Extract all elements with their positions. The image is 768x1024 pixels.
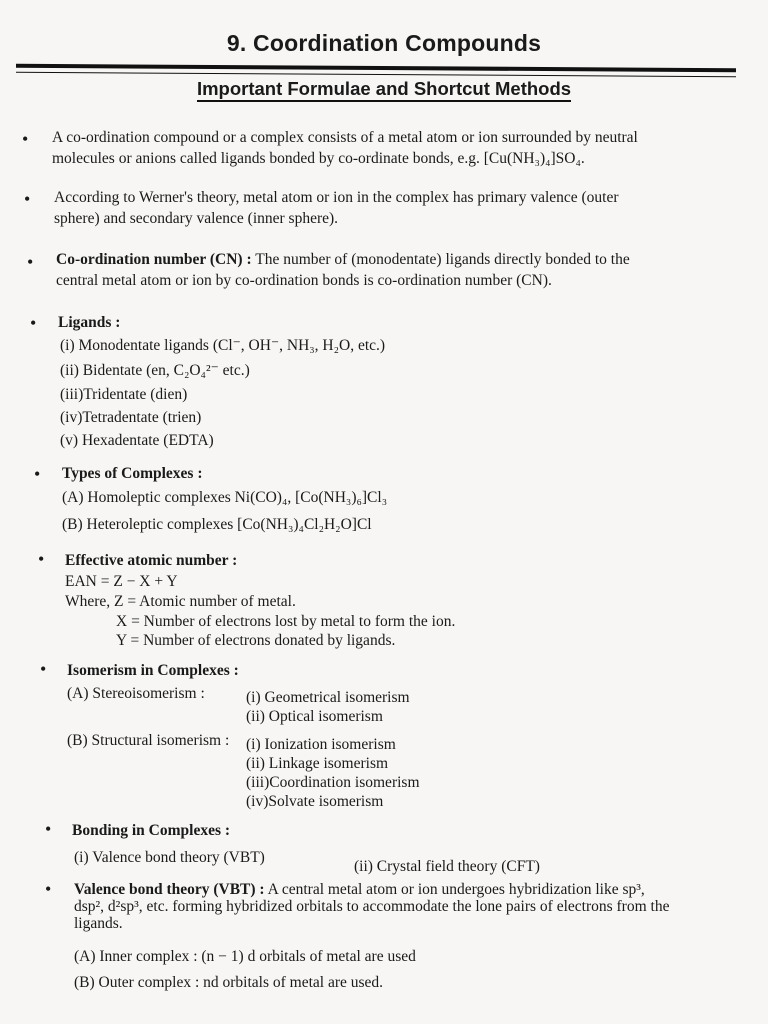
bullet-dot: •	[34, 464, 41, 484]
bonding-cft: (ii) Crystal field theory (CFT)	[354, 858, 540, 875]
bullet-dot: •	[24, 189, 31, 209]
ean-x-definition: X = Number of electrons lost by metal to form the ion.	[116, 613, 456, 630]
paragraph-vbt	[74, 881, 669, 932]
title-rule-thick	[16, 64, 736, 72]
vbt-line1: A central metal atom or ion undergoes hybridization like sp³,	[264, 881, 645, 898]
struct-item: (iv)Solvate isomerism	[246, 793, 384, 810]
vbt-line3: ligands.	[74, 915, 123, 932]
stereo-item: (ii) Optical isomerism	[246, 708, 383, 725]
bonding-vbt: (i) Valence bond theory (VBT)	[74, 849, 265, 866]
ligand-item: (i) Monodentate ligands (Cl⁻, OH⁻, NH₃, H₂O, etc.)	[60, 337, 386, 354]
struct-item: (ii) Linkage isomerism	[246, 755, 389, 772]
cn-heading: Co-ordination number (CN) :	[56, 251, 252, 268]
vbt-inner-complex: (A) Inner complex : (n − 1) d orbitals of metal are used	[74, 948, 416, 965]
paragraph-coordination-number	[56, 249, 630, 291]
p3-line1: The number of (monodentate) ligands directly bonded to the	[251, 251, 630, 268]
ligand-item: (iii)Tridentate (dien)	[60, 386, 188, 403]
paragraph-complex-definition	[52, 127, 638, 169]
bullet-dot: •	[38, 549, 45, 569]
ean-y-definition: Y = Number of electrons donated by ligands.	[116, 632, 396, 649]
vbt-heading: Valence bond theory (VBT) :	[74, 881, 265, 898]
paragraph-werner-theory	[54, 187, 619, 229]
ligand-item: (iv)Tetradentate (trien)	[60, 409, 202, 426]
bullet-dot: •	[40, 659, 47, 679]
p1-line1: A co-ordination compound or a complex consists of a metal atom or ion surrounded by neutral	[52, 129, 638, 146]
type-item-homoleptic: (A) Homoleptic complexes Ni(CO)₄, [Co(NH₃)₆]Cl₃	[62, 489, 388, 506]
bullet-dot: •	[45, 819, 52, 839]
p1-line2: molecules or anions called ligands bonded by co-ordinate bonds, e.g. [Cu(NH₃)₄]SO₄.	[52, 150, 585, 167]
p3-line2: central metal atom or ion by co-ordination bonds is co-ordination number (CN).	[56, 272, 552, 289]
stereoisomerism-label: (A) Stereoisomerism :	[67, 685, 205, 702]
stereo-item: (i) Geometrical isomerism	[246, 689, 410, 706]
p2-line1: According to Werner's theory, metal atom or ion in the complex has primary valence (outer	[54, 189, 619, 206]
bullet-dot: •	[22, 129, 29, 149]
types-heading: Types of Complexes :	[62, 465, 203, 482]
ligands-heading: Ligands :	[58, 314, 121, 331]
bullet-dot: •	[30, 313, 37, 333]
chapter-title: 9. Coordination Compounds	[226, 30, 542, 56]
struct-item: (iii)Coordination isomerism	[246, 774, 420, 791]
title-rule-thin	[16, 72, 736, 77]
ligand-item: (ii) Bidentate (en, C₂O₄²⁻ etc.)	[60, 362, 250, 379]
ean-formula: EAN = Z − X + Y	[65, 573, 178, 590]
section-title	[0, 78, 768, 100]
bullet-dot: •	[45, 879, 52, 899]
bonding-heading: Bonding in Complexes :	[72, 822, 231, 839]
structural-isomerism-label: (B) Structural isomerism :	[67, 732, 230, 749]
struct-item: (i) Ionization isomerism	[246, 736, 396, 753]
ean-where-z: Where, Z = Atomic number of metal.	[65, 593, 296, 610]
ligand-item: (v) Hexadentate (EDTA)	[60, 432, 214, 449]
vbt-outer-complex: (B) Outer complex : nd orbitals of metal are used.	[74, 974, 384, 991]
isomerism-heading: Isomerism in Complexes :	[67, 662, 239, 679]
type-item-heteroleptic: (B) Heteroleptic complexes [Co(NH₃)₄Cl₂H₂O]Cl	[62, 516, 372, 533]
vbt-line2: dsp², d²sp³, etc. forming hybridized orbitals to accommodate the lone pairs of electrons from the	[74, 898, 670, 915]
section-title-text: Important Formulae and Shortcut Methods	[197, 78, 571, 102]
p2-line2: sphere) and secondary valence (inner sphere).	[54, 210, 339, 227]
ean-heading: Effective atomic number :	[65, 552, 238, 569]
bullet-dot: •	[27, 252, 34, 272]
